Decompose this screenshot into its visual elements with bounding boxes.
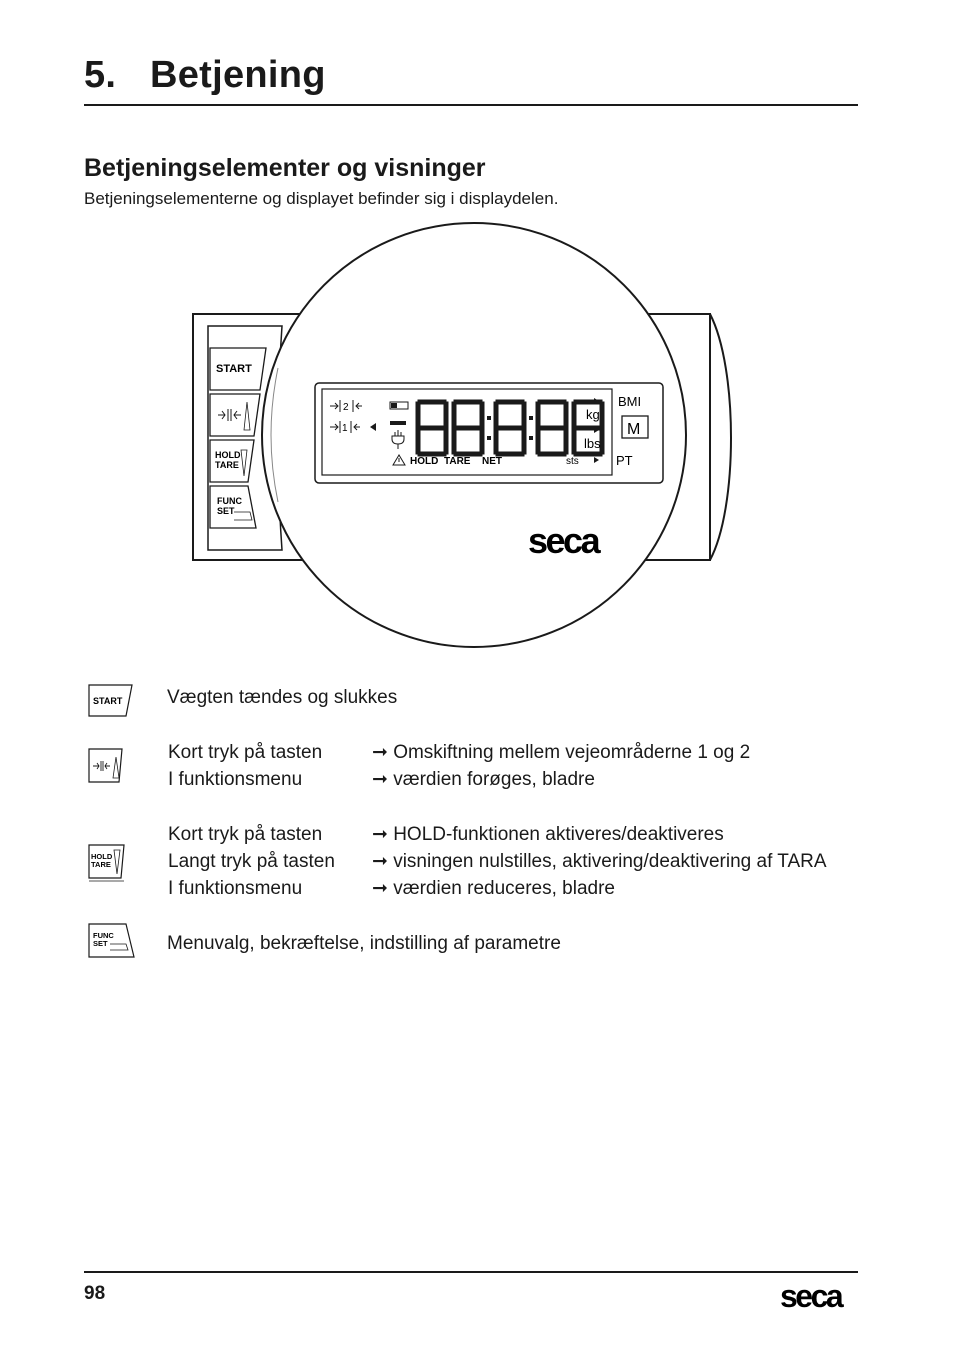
- range-key-icon: [88, 748, 124, 784]
- svg-text:START: START: [93, 696, 123, 706]
- minus-sign: [390, 421, 406, 425]
- hold-tare-key-icon: [88, 844, 126, 882]
- status-net: NET: [482, 456, 502, 467]
- tare-key-label: TARE: [215, 460, 239, 470]
- section-intro: Betjeningselementerne og displayet befinder sig i displaydelen.: [84, 189, 559, 208]
- svg-text:FUNC: FUNC: [93, 931, 114, 940]
- page-number: 98: [84, 1283, 106, 1304]
- housing-curve: [710, 314, 731, 560]
- section-heading: Betjeningselementer og visninger: [84, 154, 486, 182]
- control-line: I funktionsmenu ➞ værdien forøges, bladre: [168, 769, 595, 790]
- start-key-icon: [88, 684, 134, 718]
- status-tare: TARE: [444, 456, 471, 467]
- unit-kg: kg: [586, 407, 600, 422]
- func-set-key-icon: [88, 923, 136, 959]
- control-description: Menuvalg, bekræftelse, indstilling af parametre: [167, 933, 561, 954]
- mode-pt: PT: [616, 453, 633, 468]
- right-arrow-icon: ➞: [372, 742, 388, 763]
- control-description: Vægten tændes og slukkes: [167, 687, 398, 708]
- svg-text:seca: seca: [780, 1278, 842, 1314]
- right-arrow-icon: ➞: [372, 851, 388, 872]
- unit-lbs: lbs: [584, 436, 601, 451]
- control-row-start: [167, 684, 397, 711]
- chapter-title: [84, 54, 326, 97]
- start-key-label: START: [216, 363, 252, 375]
- scale-display-illustration: [190, 218, 750, 654]
- right-arrow-icon: ➞: [372, 878, 388, 899]
- func-set-button[interactable]: [210, 486, 256, 528]
- svg-text:HOLD: HOLD: [91, 852, 113, 861]
- hold-key-label: HOLD: [215, 450, 241, 460]
- range-button[interactable]: [210, 394, 260, 436]
- control-line: Kort tryk på tasten ➞ HOLD-funktionen aktiveres/deaktiveres: [168, 824, 724, 845]
- right-arrow-icon: ➞: [372, 769, 388, 790]
- right-arrow-icon: ➞: [372, 824, 388, 845]
- svg-text:TARE: TARE: [91, 860, 111, 869]
- control-row-hold-tare: [168, 821, 827, 902]
- footer-divider: [84, 1271, 858, 1273]
- chapter-number: 5.: [84, 54, 117, 96]
- hold-tare-button[interactable]: [210, 440, 254, 482]
- header-divider: [84, 104, 858, 106]
- status-hold: HOLD: [410, 456, 439, 467]
- mode-memory: M: [627, 421, 641, 438]
- chapter-title-text: Betjening: [150, 54, 326, 96]
- control-row-range: [168, 739, 750, 793]
- control-line: Kort tryk på tasten ➞ Omskiftning mellem vejeområderne 1 og 2: [168, 742, 751, 763]
- status-sts: sts: [566, 456, 579, 467]
- control-line: Langt tryk på tasten ➞ visningen nulstilles, aktivering/deaktivering af TARA: [168, 851, 827, 872]
- control-row-func-set: [167, 930, 561, 957]
- start-button[interactable]: [210, 348, 266, 390]
- set-key-label: SET: [217, 506, 235, 516]
- svg-text:SET: SET: [93, 939, 108, 948]
- range-2-label: 2: [343, 402, 349, 413]
- func-key-label: FUNC: [217, 496, 242, 506]
- device-brand-logo: seca: [528, 520, 599, 561]
- mode-bmi: BMI: [618, 394, 642, 409]
- footer-brand-logo: [778, 1271, 860, 1315]
- control-line: I funktionsmenu ➞ værdien reduceres, bladre: [168, 878, 615, 899]
- range-1-label: 1: [342, 423, 348, 434]
